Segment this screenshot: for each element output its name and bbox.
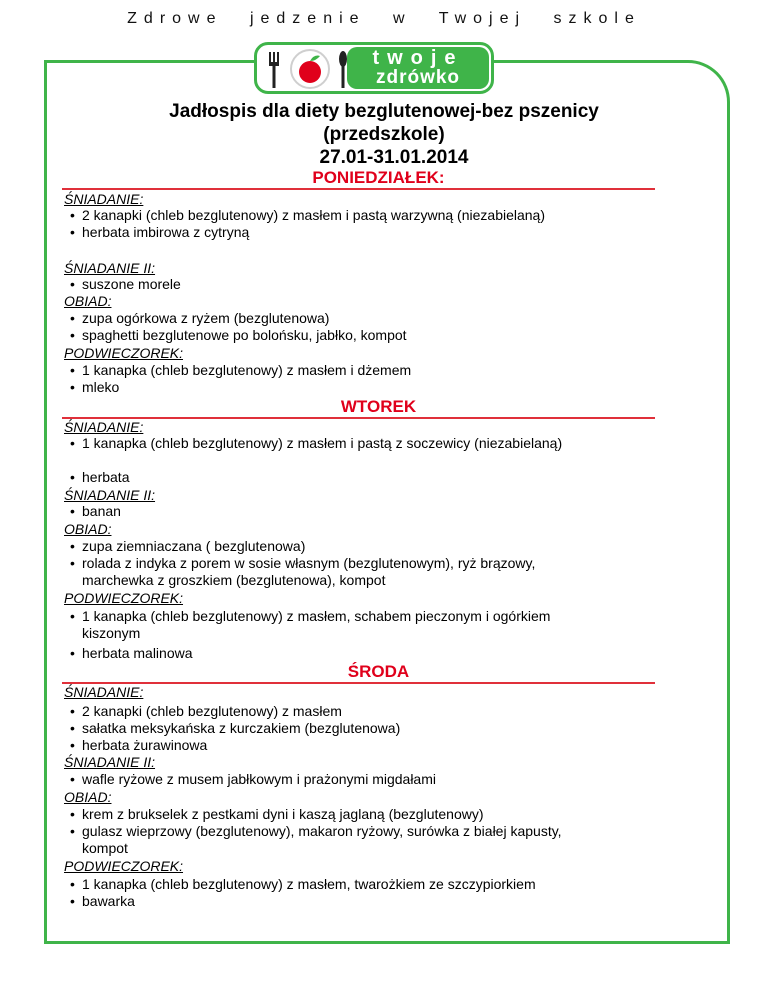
menu-item: • wafle ryżowe z musem jabłkowym i prażonymi migdałami [70, 771, 436, 787]
meal-label: ŚNIADANIE II: [64, 487, 156, 503]
menu-item: • 1 kanapka (chleb bezglutenowy) z masłem, schabem pieczonym i ogórkiem [70, 608, 551, 624]
menu-item: • zupa ziemniaczana ( bezglutenowa) [70, 538, 306, 554]
menu-item: • rolada z indyka z porem w sosie własnym (bezglutenowym), ryż brązowy, [70, 555, 536, 571]
page-title [0, 100, 768, 169]
menu-item: • 1 kanapka (chleb bezglutenowy) z masłem i pastą z soczewicy (niezabielaną) [70, 435, 563, 451]
meal-label: OBIAD: [64, 521, 112, 537]
menu-item: • sałatka meksykańska z kurczakiem (bezglutenowa) [70, 720, 401, 736]
logo-line2: zdrówko [375, 67, 461, 88]
menu-item: • 2 kanapki (chleb bezglutenowy) z masłem [70, 703, 342, 719]
meal-label: ŚNIADANIE: [64, 684, 144, 700]
menu-item-continuation: kompot [82, 840, 128, 856]
menu-item: • herbata imbirowa z cytryną [70, 224, 250, 240]
meal-label: PODWIECZOREK: [64, 858, 184, 874]
menu-item: • mleko [70, 379, 120, 395]
menu-item: • banan [70, 503, 121, 519]
day-header-wednesday: ŚRODA [62, 662, 655, 684]
menu-item: • suszone morele [70, 276, 181, 292]
menu-item: • herbata malinowa [70, 645, 193, 661]
menu-item: • herbata żurawinowa [70, 737, 208, 753]
cutlery-apple-icon [265, 48, 350, 90]
day-header-monday: PONIEDZIAŁEK: [62, 168, 655, 190]
meal-label: ŚNIADANIE: [64, 191, 144, 207]
menu-item-continuation: kiszonym [82, 625, 141, 641]
menu-item: • 1 kanapka (chleb bezglutenowy) z masłem i dżemem [70, 362, 412, 378]
meal-label: ŚNIADANIE II: [64, 754, 156, 770]
day-header-tuesday: WTOREK [62, 397, 655, 419]
tagline: Zdrowe jedzenie w Twojej szkole [127, 10, 641, 27]
meal-label: PODWIECZOREK: [64, 345, 184, 361]
logo-wordmark [347, 47, 489, 89]
menu-item: • 2 kanapki (chleb bezglutenowy) z masłem i pastą warzywną (niezabielaną) [70, 207, 546, 223]
title-line3: 27.01-31.01.2014 [319, 147, 469, 168]
meal-label: PODWIECZOREK: [64, 590, 184, 606]
meal-label: OBIAD: [64, 293, 112, 309]
menu-item: • krem z brukselek z pestkami dyni i kaszą jaglaną (bezglutenowy) [70, 806, 484, 822]
menu-item: • gulasz wieprzowy (bezglutenowy), makaron ryżowy, surówka z białej kapusty, [70, 823, 562, 839]
menu-item: • zupa ogórkowa z ryżem (bezglutenowa) [70, 310, 330, 326]
meal-label: ŚNIADANIE: [64, 419, 144, 435]
meal-label: OBIAD: [64, 789, 112, 805]
logo [254, 42, 494, 94]
menu-item: • 1 kanapka (chleb bezglutenowy) z masłem, twarożkiem ze szczypiorkiem [70, 876, 536, 892]
menu-item: • herbata [70, 469, 130, 485]
menu-item: • bawarka [70, 893, 135, 909]
title-line2: (przedszkole) [323, 124, 445, 145]
menu-item-continuation: marchewka z groszkiem (bezglutenowa), kompot [82, 572, 386, 588]
logo-line1: twoje [372, 47, 464, 69]
meal-label: ŚNIADANIE II: [64, 260, 156, 276]
title-line1: Jadłospis dla diety bezglutenowej-bez pszenicy [169, 101, 599, 122]
menu-item: • spaghetti bezglutenowe po bolońsku, jabłko, kompot [70, 327, 407, 343]
